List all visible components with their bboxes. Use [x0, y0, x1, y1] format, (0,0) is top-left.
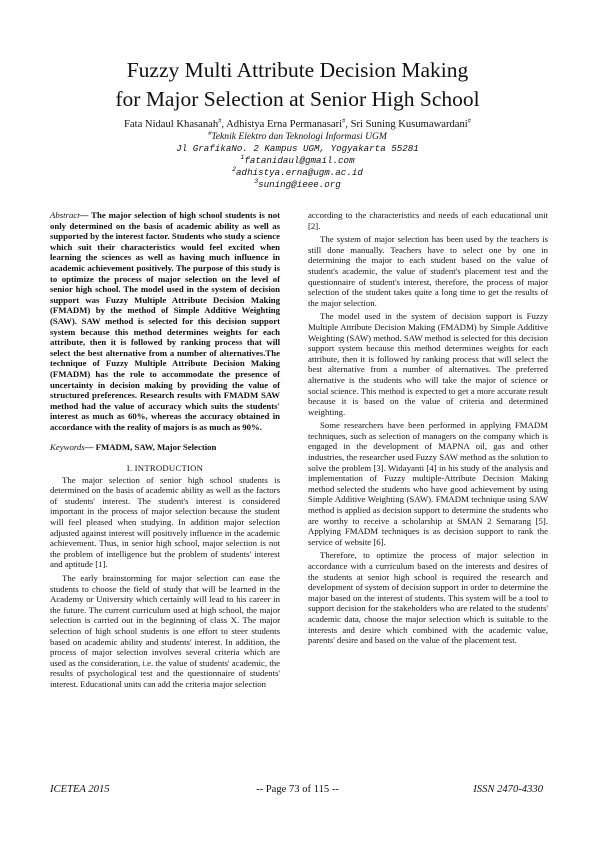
paragraph: The major selection of senior high school students is determined on the basis of academic ability as well as the factors of students' interest. The student's interest is considered important in the process of major selection because the student will feel pleased when studying. In addition major selection adjusted against interest will positively influence in the academic achievement. Thus, in senior high school, major selection is not the problem of intelligence but the problem of students' interest and aptitude [1]. [50, 474, 280, 570]
title-line-1: Fuzzy Multi Attribute Decision Making [126, 58, 469, 82]
section-heading-introduction: I. INTRODUCTION [126, 463, 204, 474]
keywords [50, 442, 280, 453]
paragraph: according to the characteristics and needs of each educational unit [2]. [308, 210, 548, 231]
title-line-2: for Major Selection at Senior High School [115, 87, 480, 111]
author-2-mark: # [342, 117, 346, 125]
author-3-mark: # [467, 117, 471, 125]
left-column [50, 210, 280, 690]
keywords-text: FMADM, SAW, Major Selection [95, 442, 217, 453]
abstract-label: Abstract [50, 210, 80, 220]
email-2-text: adhistya.erna@ugm.ac.id [236, 167, 363, 178]
email-2-mark: 2 [232, 165, 237, 173]
paper-title [0, 56, 595, 114]
email-1-mark: 1 [240, 153, 245, 161]
email-1 [0, 155, 595, 167]
paragraph: Some researchers have been performed in applying FMADM techniques, such as selection of managers on the company which is engaged in the development of MAPNA oil, gas and other industries, the researcher used Fuzzy SAW method as the solution to solve the problem [3]. Widayanti [4] in his study of the analysis and implementation of Fuzzy multiple-Attribute Decision Making method selected the students who have good achievement by using Simple Additive Weighting (SAW). FMADM technique using SAW method is applied as decision support to determine the students who are worthy to receive a scholarship at SMAN 2 Semarang [5]. Applying FMADM techniques is as decision support to rank the service of website [6]. [308, 420, 548, 547]
affiliation-name [0, 131, 595, 143]
email-3-text: suning@ieee.org [258, 179, 341, 190]
affiliation-mark: # [208, 129, 212, 137]
right-column [308, 210, 548, 646]
keywords-dash: — [84, 442, 96, 453]
footer-issn: ISSN 2470-4330 [473, 784, 543, 795]
author-1: Fata Nidaul Khasanah [124, 119, 219, 130]
paragraph: The model used in the system of decision support is Fuzzy Multiple Attribute Decision Making (FMADM) by Simple Additive Weighting (SAW) method. SAW method is selected for this decision support system because this method determines weights for each attribute, then it is followed by ranking process that will select the best alternative from a number of alternatives. The preferred alternative is the students who will take the major of science or social science. This method is expected to get a more accurate result because it is based on the value of criteria and determined weighting. [308, 311, 548, 417]
affiliation-text: Teknik Elektro dan Teknologi Informasi UGM [211, 131, 387, 142]
footer-conference: ICETEA 2015 [50, 784, 110, 795]
author-2: , Adhistya Erna Permanasari [221, 119, 343, 130]
paragraph: The system of major selection has been used by the teachers is still done manually. Teachers have to select one by one in determining the major to each student based on the value of student's academic, the value of student's placement test and the questionnaire of student's interest, therefore, the process of major selection of the student takes quite a long time to get the results of the major selection. [308, 234, 548, 308]
author-list [0, 118, 595, 131]
email-1-text: fatanidaul@gmail.com [244, 155, 355, 166]
author-1-mark: # [218, 117, 222, 125]
email-2 [0, 167, 595, 179]
paragraph: Therefore, to optimize the process of major selection in accordance with a curriculum based on the interests and desires of the students at senior high school is required the research and development of system of decision support in order to determine the major based on the interest of students. This system will be a tool to support decision for the stakeholders who are related to the students' academic data, choose the major selection which is suitable to the interests and desire which combined with the academic value, parents' desire and based on the value of the placement test. [308, 550, 548, 646]
email-3 [0, 179, 595, 191]
footer-page-number: -- Page 73 of 115 -- [256, 784, 339, 795]
keywords-label: Keywords [50, 442, 85, 453]
author-3: , Sri Suning Kusumawardani [345, 119, 468, 130]
paragraph: The early brainstorming for major selection can ease the students to choose the field of study that will be learned in the Academy or University which certainly will lead to his career in the future. The current curriculum used at high school, the major selection is carried out in the beginning of class X. The major selection of high school students is one effort to steer students based on academic ability and students' interest. In addition, the process of major selection involves several criteria which are used as the consideration, i.e. the value of students' academic, the results of psychological test and the questionnaire of students' interest. Educational units can add the criteria major selection [50, 573, 280, 689]
abstract [50, 210, 280, 432]
email-3-mark: 3 [254, 177, 259, 185]
abstract-dash: — [79, 210, 92, 220]
abstract-text: The major selection of high school students is not only determined on the basis of academic ability as well as supported by the interest factor. Students who study a science which suit their characteristics would feel excited when learning the sciences as well as having much influence in academic achievement positively. The purpose of this study is to optimize the process of major selection on the level of senior high school. The model used in the system of decision support was Fuzzy Multiple Attribute Decision Making (FMADM) by the method of Simple Additive Weighting (SAW). SAW method is selected for this decision support system because this method determines weights for each attribute, then it is followed by ranking process that will select the best alternative from a number of alternatives.The technique of Fuzzy Multiple Attribute Decision Making (FMADM) has the role to accommodate the presence of uncertainty in decision making by providing the value of structured preferences. Research results with FMADM SAW method had the value of accuracy which suits the students' interest as much as 60%, whereas the accuracy obtained in accordance with the reality of majors is as much as 90%. [50, 210, 280, 432]
affiliation-address: Jl GrafikaNo. 2 Kampus UGM, Yogyakarta 55281 [176, 143, 419, 154]
